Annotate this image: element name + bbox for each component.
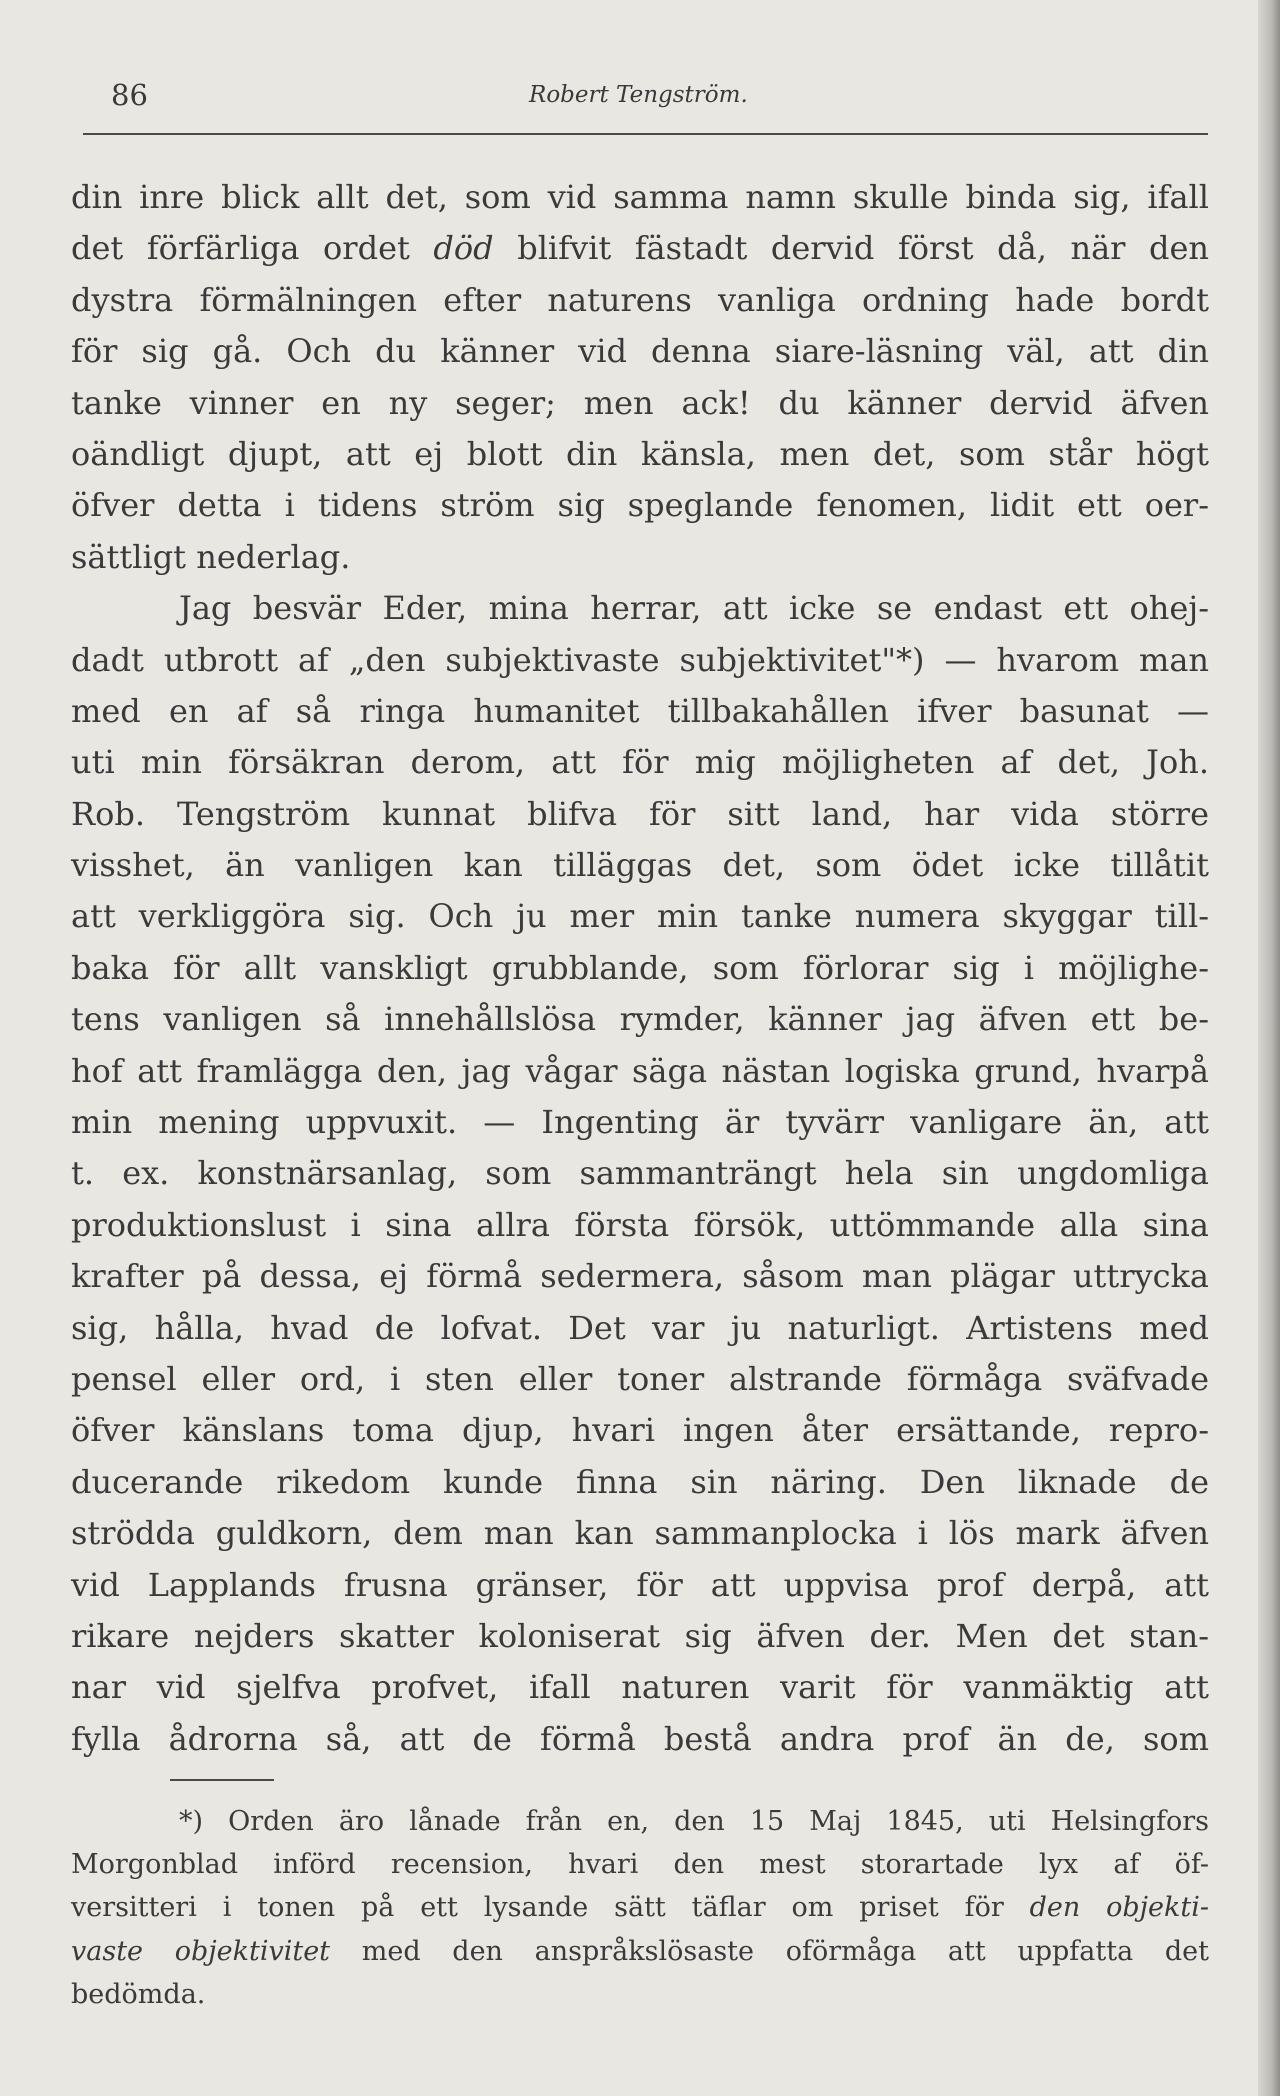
text-run: versitteri i tonen på ett lysande sätt täflar om priset för	[71, 1892, 1004, 1924]
text-line: min mening uppvuxit. — Ingenting är tyvärr vanligare än, att	[71, 1103, 1209, 1142]
text-run: med den anspråkslösaste oförmåga att uppfatta det	[361, 1935, 1209, 1967]
text-line: dystra förmälningen efter naturens vanliga ordning hade bordt	[71, 280, 1209, 319]
footnote-line: bedömda.	[71, 1978, 206, 2010]
text-line: tens vanligen så innehållslösa rymder, känner jag äfven ett be-	[71, 1000, 1209, 1039]
text-line: att verkliggöra sig. Och ju mer min tanke numera skyggar till-	[71, 897, 1209, 936]
emphasis-objektivaste: den objekti-	[1029, 1892, 1209, 1924]
text-line: vid Lapplands frusna gränser, för att uppvisa prof derpå, att	[71, 1565, 1209, 1604]
footnote-line: Morgonblad införd recension, hvari den mest storartade lyx af öf-	[71, 1849, 1209, 1881]
text-line: strödda guldkorn, dem man kan sammanplocka i lös mark äfven	[71, 1514, 1209, 1553]
text-line: t. ex. konstnärsanlag, som sammanträngt hela sin ungdomliga	[71, 1154, 1209, 1193]
page-header	[111, 78, 1206, 128]
text-line: öfver detta i tidens ström sig speglande fenomen, lidit ett oer-	[71, 486, 1209, 525]
text-line	[71, 223, 1209, 274]
emphasis-objektivitet: vaste objektivitet	[71, 1935, 331, 1967]
text-line: pensel eller ord, i sten eller toner alstrande förmåga sväfvade	[71, 1359, 1209, 1398]
text-line: med en af så ringa humanitet tillbakahållen ifver basunat —	[71, 691, 1209, 730]
text-line: nar vid sjelfva profvet, ifall naturen varit för vanmäktig att	[71, 1668, 1209, 1707]
text-line: hof att framlägga den, jag vågar säga nästan logiska grund, hvarpå	[71, 1051, 1209, 1090]
text-line: Jag besvär Eder, mina herrar, att icke se endast ett ohej-	[179, 589, 1209, 628]
text-line: tanke vinner en ny seger; men ack! du känner dervid äfven	[71, 383, 1209, 422]
text-line: krafter på dessa, ej förmå sedermera, såsom man plägar uttrycka	[71, 1257, 1209, 1296]
text-line: dadt utbrott af „den subjektivaste subjektivitet"*) — hvarom man	[71, 640, 1209, 679]
text-line: fylla ådrorna så, att de förmå bestå andra prof än de, som	[71, 1719, 1209, 1758]
page-edge-shadow	[1258, 0, 1280, 2096]
text-line: ducerande rikedom kunde finna sin näring. Den liknade de	[71, 1462, 1209, 1501]
header-rule	[83, 133, 1208, 135]
footnote-line	[71, 1886, 1209, 1929]
text-line: för sig gå. Och du känner vid denna siare-läsning väl, att din	[71, 332, 1209, 371]
text-line: sig, hålla, hvad de lofvat. Det var ju naturligt. Artistens med	[71, 1308, 1209, 1347]
text-line: sättligt nederlag.	[71, 537, 351, 576]
footnote	[71, 1800, 1209, 2016]
footnote-line: *) Orden äro lånade från en, den 15 Maj 1845, uti Helsingfors	[179, 1806, 1209, 1837]
text-line: baka för allt vanskligt grubblande, som förlorar sig i möjlighe-	[71, 948, 1209, 987]
text-line: Rob. Tengström kunnat blifva för sitt land, har vida större	[71, 794, 1209, 833]
footnote-line	[71, 1930, 1209, 1973]
text-line: öfver känslans toma djup, hvari ingen åter ersättande, repro-	[71, 1411, 1209, 1450]
running-head: Robert Tengström.	[529, 82, 748, 108]
text-line: oändligt djupt, att ej blott din känsla, men det, som står högt	[71, 434, 1209, 473]
text-line: visshet, än vanligen kan tilläggas det, som ödet icke tillåtit	[71, 846, 1209, 885]
text-line: produktionslust i sina allra första försök, uttömmande alla sina	[71, 1205, 1209, 1244]
text-run: det förfärliga ordet	[71, 229, 410, 268]
footnote-rule	[170, 1779, 274, 1781]
text-line: rikare nejders skatter koloniserat sig äfven der. Men det stan-	[71, 1616, 1209, 1655]
body-text	[71, 172, 1209, 1765]
emphasis-dod: död	[433, 229, 494, 268]
text-run: blifvit fästadt dervid först då, när den	[517, 229, 1210, 268]
text-line: din inre blick allt det, som vid samma namn skulle binda sig, ifall	[71, 178, 1209, 216]
text-line: uti min försäkran derom, att för mig möjligheten af det, Joh.	[71, 743, 1209, 782]
page-number: 86	[111, 78, 148, 112]
